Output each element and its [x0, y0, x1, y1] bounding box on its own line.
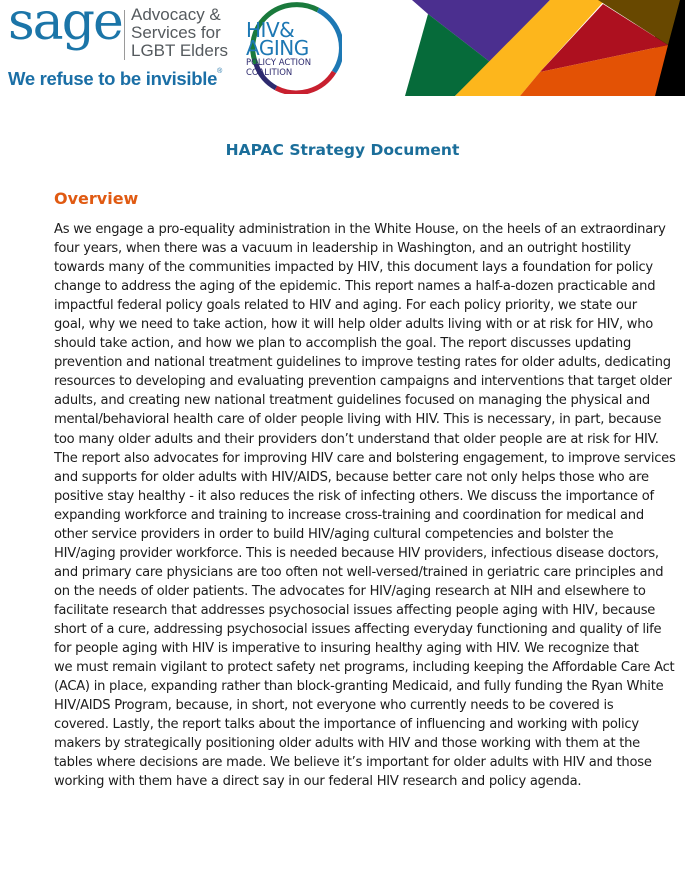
paragraph-line: working with them have a direct say in our federal HIV research and policy agenda. — [54, 774, 582, 790]
paragraph-line: HIV/AIDS Program, because, in short, not everyone who currently needs to be covered is — [54, 698, 614, 714]
paragraph-line: adults, and creating new national treatment guidelines focused on managing the physical and — [54, 393, 650, 409]
paragraph-line: on the needs of older patients. The advocates for HIV/aging research at NIH and elsewhere to — [54, 583, 646, 599]
paragraph-line: HIV/aging provider workforce. This is needed because HIV providers, infectious disease doctors, — [54, 545, 659, 561]
paragraph-line: impactful federal policy goals related to HIV and aging. For each policy priority, we state our — [54, 298, 637, 314]
paragraph-line: and supports for older adults with HIV/AIDS, because better care not only helps those who are — [54, 469, 649, 485]
sage-tagline-line: Services for — [131, 23, 221, 42]
sage-slogan — [8, 68, 222, 90]
paragraph-line: other service providers in order to build HIV/aging cultural competencies and bolster the — [54, 526, 614, 542]
sage-logo — [6, 2, 236, 94]
sage-slogan-text: We refuse to be invisible — [8, 68, 218, 89]
registered-mark: ® — [217, 68, 222, 75]
paragraph-line: we must remain vigilant to protect safety net programs, including keeping the Affordable Care Act — [54, 660, 675, 676]
paragraph-line: and primary care physicians are too often not well-versed/trained in geriatric care principles and — [54, 564, 664, 580]
logo-text-aging: AGING — [246, 36, 309, 60]
logo-divider — [124, 10, 125, 60]
sage-tagline-line: LGBT Elders — [131, 41, 229, 60]
paragraph-line: mental/behavioral health care of older people living with HIV. This is necessary, in part, because — [54, 412, 662, 428]
paragraph-line: tables where decisions are made. We believe it’s important for older adults with HIV and those — [54, 755, 652, 771]
sage-wordmark: sage — [8, 0, 122, 52]
hiv-aging-policy-action-coalition-logo — [246, 2, 342, 94]
paragraph-line: goal, why we need to take action, how it will help older adults living with or at risk for HIV, who — [54, 317, 654, 333]
section-heading-overview: Overview — [54, 189, 139, 208]
paragraph-line: As we engage a pro-equality administration in the White House, on the heels of an extraordinary — [54, 222, 666, 237]
sage-tagline — [131, 6, 241, 60]
paragraph-line: prevention and national treatment guidelines to improve testing rates for older adults, dedicating — [54, 355, 671, 371]
paragraph-line: should take action, and how we plan to accomplish the goal. The report discusses updating — [54, 336, 632, 352]
page-header — [0, 0, 685, 100]
overview-paragraph — [54, 220, 676, 791]
paragraph-line: four years, when there was a vacuum in leadership in Washington, and an outright hostility — [54, 241, 631, 257]
geometric-color-banner — [400, 0, 685, 96]
sage-tagline-line: Advocacy & — [131, 5, 221, 24]
logo-text-coalition: COALITION — [246, 68, 293, 78]
paragraph-line: covered. Lastly, the report talks about the importance of influencing and working with policy — [54, 717, 639, 733]
paragraph-line: facilitate research that addresses psychosocial issues affecting people aging with HIV, because — [54, 602, 656, 618]
paragraph-line: resources to developing and evaluating prevention campaigns and interventions that target older — [54, 374, 672, 390]
paragraph-line: change to address the aging of the epidemic. This report names a half-a-dozen practicable and — [54, 279, 656, 295]
document-title: HAPAC Strategy Document — [225, 141, 460, 159]
paragraph-line: for people aging with HIV is imperative to insuring healthy aging with HIV. We recognize that — [54, 641, 639, 657]
paragraph-line: positive stay healthy - it also reduces the risk of infecting others. We discuss the importance of — [54, 488, 654, 504]
paragraph-line: too many older adults and their providers don’t understand that older people are at risk for HIV. — [54, 431, 659, 447]
paragraph-line: short of a cure, addressing psychosocial issues affecting everyday functioning and quality of life — [54, 621, 662, 637]
logo-text-hiv: HIV& — [246, 18, 295, 42]
paragraph-line: (ACA) in place, expanding rather than block-granting Medicaid, and fully funding the Ryan White — [54, 679, 664, 695]
paragraph-line: The report also advocates for improving HIV care and bolstering engagement, to improve services — [54, 450, 676, 466]
paragraph-line: expanding workforce and training to increase cross-training and coordination for medical and — [54, 507, 644, 523]
paragraph-line: towards many of the communities impacted by HIV, this document lays a foundation for policy — [54, 260, 653, 276]
logo-text-policy-action: POLICY ACTION — [246, 58, 312, 68]
paragraph-line: makers by strategically positioning older adults with HIV and those working with them at the — [54, 736, 640, 752]
